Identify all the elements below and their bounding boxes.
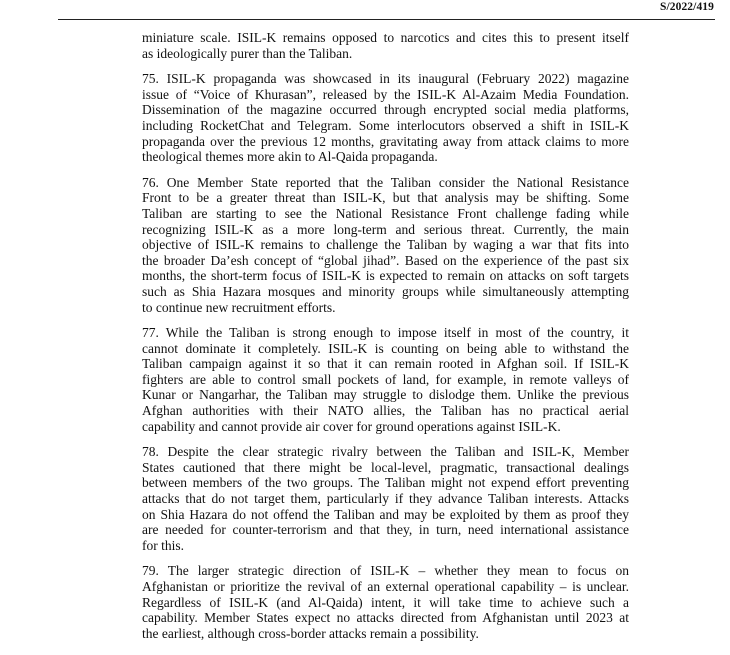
- text-line: Kunar or Nangarhar, the Taliban may struggle to dislodge them. Unlike the previous: [142, 387, 629, 403]
- text-line: 75. ISIL-K propaganda was showcased in its inaugural (February 2022) magazine: [142, 71, 629, 87]
- text-line: Afghanistan or prioritize the revival of an external operational capability – is unclear.: [142, 579, 629, 594]
- document-symbol: S/2022/419: [659, 1, 714, 13]
- text-line: objective of ISIL-K remains to challenge the Taliban by waging a war that fits into: [142, 237, 629, 253]
- paragraph: [142, 175, 629, 315]
- text-line: capability and cannot provide air cover for ground operations against ISIL-K.: [142, 418, 561, 434]
- text-line: 76. One Member State reported that the Taliban consider the National Resistance: [142, 174, 629, 190]
- text-line: months, the short-term focus of ISIL-K is expected to remain on attacks on soft targets: [142, 268, 629, 284]
- paragraph: [142, 444, 629, 553]
- text-line: Taliban are starting to see the National Resistance Front challenge fading while: [142, 205, 629, 221]
- text-line: 77. While the Taliban is strong enough to impose itself in most of the country, it: [142, 325, 629, 341]
- text-line: 78. Despite the clear strategic rivalry between the Taliban and ISIL-K, Member: [142, 444, 629, 460]
- text-line: the earliest, although cross-border attacks remain a possibility.: [142, 625, 479, 641]
- text-line: Afghan authorities with their NATO allies, the Taliban has no practical aerial: [142, 403, 629, 419]
- text-line: Regardless of ISIL-K (and Al-Qaida) intent, it will take time to achieve such a: [142, 594, 629, 610]
- paragraph: [142, 563, 629, 641]
- text-line: such as Shia Hazara mosques and minority groups while simultaneously attempting: [142, 283, 629, 299]
- text-line: for this.: [142, 537, 184, 553]
- text-line: 79. The larger strategic direction of ISIL-K – whether they mean to focus on: [142, 563, 629, 579]
- text-line: the broader Da’esh concept of “global jihad”. Based on the experience of the past six: [142, 252, 629, 268]
- text-line: Dissemination of the magazine occurred through encrypted social media platforms,: [142, 102, 629, 118]
- text-line: theological themes more akin to Al-Qaida propaganda.: [142, 149, 438, 165]
- paragraph: [142, 30, 629, 61]
- text-line: fighters are able to control small pockets of land, for example, in remote valleys of: [142, 371, 629, 387]
- text-line: are needed for counter-terrorism and that they, in turn, need international assistance: [142, 522, 629, 538]
- text-line: capability. Member States expect no attacks directed from Afghanistan until 2023 at: [142, 610, 629, 626]
- header-rule: [58, 19, 715, 20]
- text-line: on Shia Hazara do not offend the Taliban and may be exploited by them as proof they: [142, 506, 629, 522]
- text-line: between members of the two groups. The Taliban might not expend effort preventing: [142, 475, 629, 491]
- text-line: cannot dominate it completely. ISIL-K is counting on being able to withstand the: [142, 340, 629, 356]
- text-line: miniature scale. ISIL-K remains opposed to narcotics and cites this to present itself: [142, 30, 629, 45]
- text-line: as ideologically purer than the Taliban.: [142, 45, 353, 61]
- paragraph: [142, 325, 629, 434]
- text-line: including RocketChat and Telegram. Some interlocutors observed a shift in ISIL-K: [142, 117, 629, 133]
- text-line: Taliban campaign against it so that it can remain rooted in Afghan soil. If ISIL-K: [142, 356, 629, 372]
- paragraph: [142, 71, 629, 165]
- text-line: Front to be a greater threat than ISIL-K, but that analysis may be shifting. Some: [142, 190, 629, 206]
- document-body: [142, 30, 629, 651]
- text-line: States cautioned that there might be local-level, pragmatic, transactional dealings: [142, 459, 629, 475]
- text-line: propaganda over the previous 12 months, gravitating away from attack claims to more: [142, 133, 629, 149]
- text-line: to continue new recruitment efforts.: [142, 299, 336, 315]
- text-line: recognizing ISIL-K as a more long-term and serious threat. Currently, the main: [142, 221, 629, 237]
- text-line: attacks that do not target them, particularly if they advance Taliban interests. Attacks: [142, 491, 629, 507]
- text-line: issue of “Voice of Khurasan”, released by the ISIL-K Al-Azaim Media Foundation.: [142, 86, 629, 102]
